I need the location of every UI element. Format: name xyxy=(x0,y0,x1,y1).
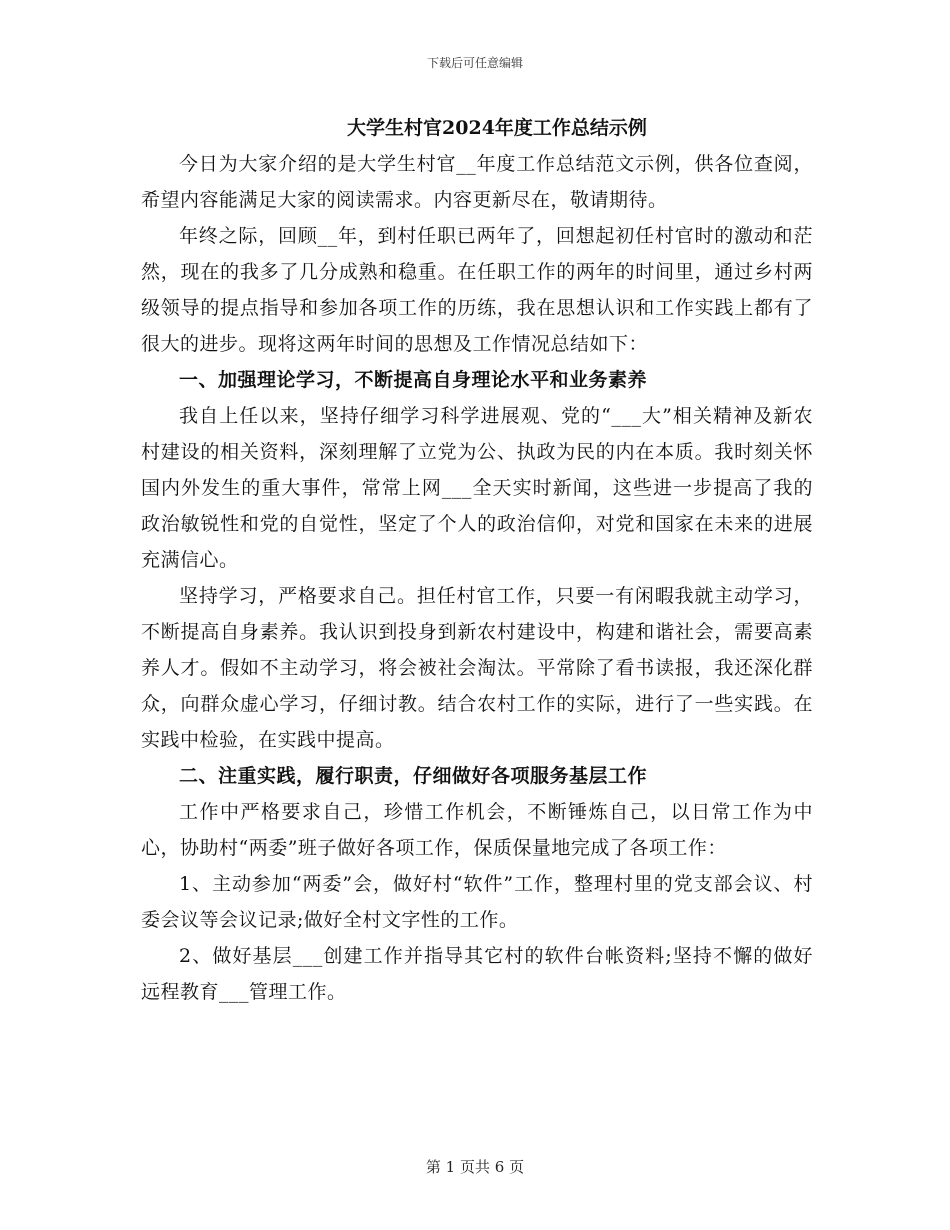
section-heading-2: 二、注重实践，履行职责，仔细做好各项服务基层工作 xyxy=(179,765,648,787)
document-title: 大学生村官2024年度工作总结示例 xyxy=(347,117,647,139)
page-number: 第 1 页共 6 页 xyxy=(425,1158,525,1176)
list-item-1: 1、主动参加“两委”会，做好村“软件”工作，整理村里的党支部会议、村委会议等会议记录;做好全村文字性的工作。 xyxy=(141,873,813,931)
header-note: 下载后可任意编辑 xyxy=(426,56,523,70)
list-item-2: 2、做好基层___创建工作并指导其它村的软件台帐资料;坚持不懈的做好远程教育___管理工作。 xyxy=(141,945,813,1003)
paragraph-intro: 今日为大家介绍的是大学生村官__年度工作总结范文示例，供各位查阅，希望内容能满足大家的阅读需求。内容更新尽在，敬请期待。 xyxy=(141,153,813,211)
document-body xyxy=(141,112,813,1010)
section-heading-1: 一、加强理论学习，不断提高自身理论水平和业务素养 xyxy=(179,369,648,391)
paragraph-review: 年终之际，回顾__年，到村任职已两年了，回想起初任村官时的激动和茫然，现在的我多了几分成熟和稳重。在任职工作的两年的时间里，通过乡村两级领导的提点指导和参加各项工作的历练，我在思想认识和工作实践上都有了很大的进步。现将这两年时间的思想及工作情况总结如下： xyxy=(141,225,813,355)
paragraph-theory-study: 我自上任以来，坚持仔细学习科学进展观、党的“___大”相关精神及新农村建设的相关资料，深刻理解了立党为公、执政为民的内在本质。我时刻关怀国内外发生的重大事件，常常上网___全天实时新闻，这些进一步提高了我的政治敏锐性和党的自觉性，坚定了个人的政治信仰，对党和国家在未来的进展充满信心。 xyxy=(141,405,813,571)
paragraph-self-discipline: 坚持学习，严格要求自己。担任村官工作，只要一有闲暇我就主动学习，不断提高自身素养。我认识到投身到新农村建设中，构建和谐社会，需要高素养人才。假如不主动学习，将会被社会淘汰。平常除了看书读报，我还深化群众，向群众虚心学习，仔细讨教。结合农村工作的实际，进行了一些实践。在实践中检验，在实践中提高。 xyxy=(141,585,813,751)
paragraph-work-practice: 工作中严格要求自己，珍惜工作机会，不断锤炼自己，以日常工作为中心，协助村“两委”班子做好各项工作，保质保量地完成了各项工作： xyxy=(141,801,813,859)
